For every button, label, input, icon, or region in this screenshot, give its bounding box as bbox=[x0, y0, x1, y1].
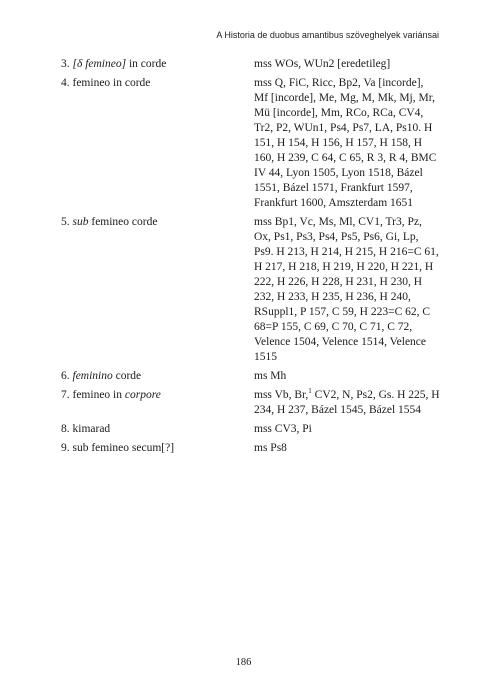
text-segment: feminino bbox=[72, 370, 113, 382]
variant-witnesses bbox=[254, 215, 440, 365]
text-segment: ms Ps8 bbox=[254, 442, 287, 454]
variant-witnesses bbox=[254, 388, 440, 418]
variant-witnesses bbox=[254, 369, 440, 384]
variant-row bbox=[61, 57, 441, 72]
text-segment: [δ femineo] bbox=[72, 58, 127, 70]
text-segment: femineo corde bbox=[88, 216, 158, 228]
text-segment: sub bbox=[72, 216, 89, 228]
text-segment: mss Bp1, Vc, Ms, Ml, CV1, Tr3, Pz, Ox, Ps1, Ps3, Ps4, Ps5, Ps6, Gi, Lp, Ps9. H 213, H 214, H 215, H 216=C 61, H 217, H 218, H 219, H 220, H 221, H 222, H 226, H 228, H 231, H 230, H 232, H 233, H 235, H 236, H 240, RSuppl1, P 157, C 59, H 223=C 62, C 68=P 155, C 69, C 70, C 71, C 72, Velence 1504, Velence 1514, Velence 1515 bbox=[254, 216, 439, 363]
text-segment: corpore bbox=[124, 389, 161, 401]
variant-witnesses bbox=[254, 76, 440, 211]
text-segment: 5. bbox=[61, 216, 73, 228]
text-segment: mss Q, FiC, Ricc, Bp2, Va [incorde], Mf [incorde], Me, Mg, M, Mk, Mj, Mr, Mü [incorde], Mm, RCo, RCa, CV4, Tr2, P2, WUn1, Ps4, Ps7, LA, Ps10. H 151, H 154, H 156, H 157, H 158, H 160, H 239, C 64, C 65, R 3, R 4, BMC IV 44, Lyon 1505, Lyon 1518, Bázel 1551, Bázel 1571, Frankfurt 1597, Frankfurt 1600, Amszterdam 1651 bbox=[254, 77, 437, 209]
variant-reading bbox=[61, 369, 254, 384]
variant-row bbox=[61, 215, 441, 365]
variant-row bbox=[61, 441, 441, 456]
text-segment: 6. bbox=[61, 370, 73, 382]
text-segment: in corde bbox=[126, 58, 167, 70]
text-segment: mss CV3, Pi bbox=[254, 423, 312, 435]
variant-witnesses bbox=[254, 441, 440, 456]
text-segment: 9. sub femineo secum[?] bbox=[61, 442, 175, 454]
text-segment: CV2, N, Ps2, Gs. H 225, H 234, H 237, Bázel 1545, Bázel 1554 bbox=[254, 389, 440, 416]
text-segment: 4. femineo in corde bbox=[61, 77, 151, 89]
running-header: A Historia de duobus amantibus szöveghelyek variánsai bbox=[216, 30, 439, 40]
text-segment: mss Vb, Br, bbox=[254, 389, 309, 401]
variant-row bbox=[61, 422, 441, 437]
variant-row bbox=[61, 76, 441, 211]
text-segment: 3. bbox=[61, 58, 73, 70]
text-segment: ms Mh bbox=[254, 370, 287, 382]
text-segment: 8. kimarad bbox=[61, 423, 111, 435]
variant-table bbox=[61, 57, 441, 460]
variant-reading bbox=[61, 388, 254, 418]
text-segment: corde bbox=[112, 370, 142, 382]
variant-witnesses bbox=[254, 57, 440, 72]
footnote-marker: 1 bbox=[308, 387, 312, 396]
variant-reading bbox=[61, 441, 254, 456]
variant-witnesses bbox=[254, 422, 440, 437]
variant-reading bbox=[61, 422, 254, 437]
variant-row bbox=[61, 369, 441, 384]
variant-reading bbox=[61, 57, 254, 72]
variant-reading bbox=[61, 215, 254, 365]
text-segment: 7. femineo in bbox=[61, 389, 125, 401]
variant-reading bbox=[61, 76, 254, 211]
text-segment: mss WOs, WUn2 [eredetileg] bbox=[254, 58, 391, 70]
variant-row bbox=[61, 388, 441, 418]
page-number: 186 bbox=[235, 657, 252, 668]
